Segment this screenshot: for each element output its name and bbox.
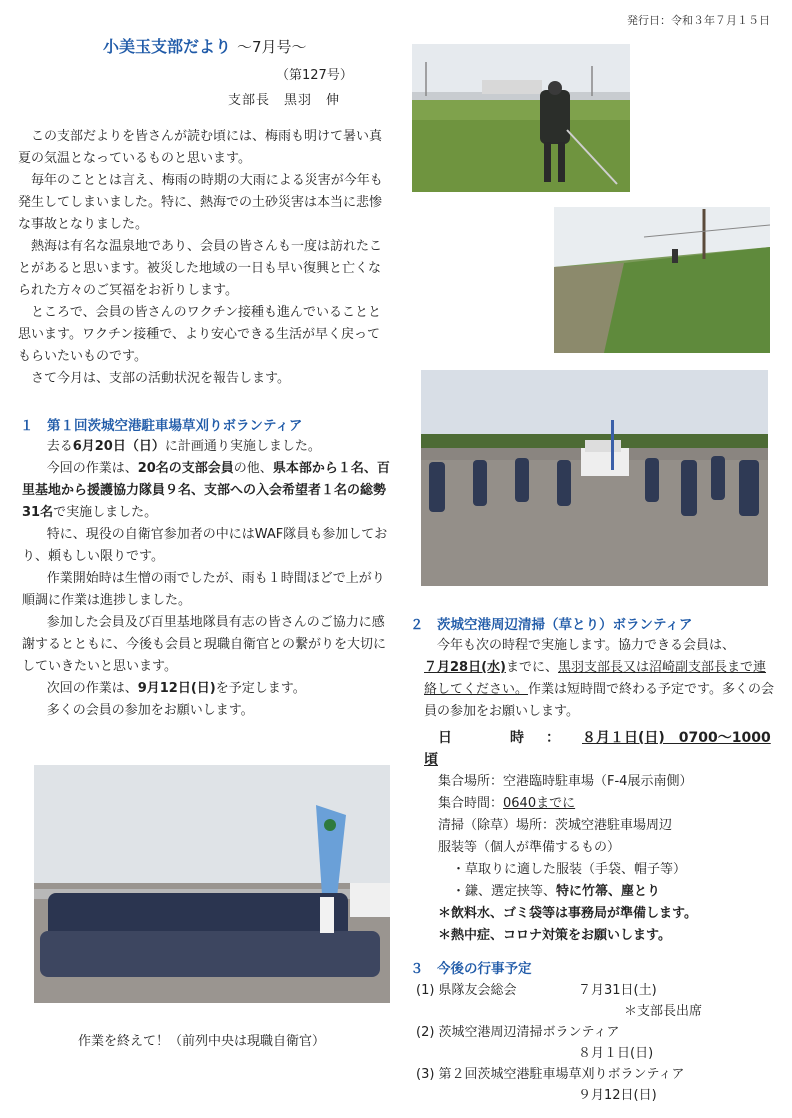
intro-paragraph: 熱海は有名な温泉地であり、会員の皆さんも一度は訪れたことがあると思います。被災した地域の一日も早い復興と亡くなられた方々のご冥福をお祈りします。 bbox=[18, 239, 383, 298]
s2-meet-time-label: 集合時間： bbox=[438, 796, 504, 811]
s2-item bbox=[424, 881, 774, 903]
s2-text: までに、 bbox=[505, 660, 558, 675]
group-photo-caption: 作業を終えて！（前列中央は現職自衛官） bbox=[78, 1034, 326, 1049]
s2-area: 清掃（除草）場所：茨城空港駐車場周辺 bbox=[438, 818, 673, 833]
s1-text: で実施しました。 bbox=[53, 505, 158, 520]
s2-text: ・鎌、選定挟等、 bbox=[452, 884, 557, 899]
author-line bbox=[228, 89, 340, 108]
event-row bbox=[416, 980, 776, 1001]
title-text: 小美玉支部だより bbox=[103, 37, 232, 56]
section2-heading: ２ 茨城空港周辺清掃（草とり）ボランティア bbox=[410, 617, 693, 633]
intro-paragraph: この支部だよりを皆さんが読む頃には、梅雨も明けて暑い真夏の気温となっているものと思います。 bbox=[18, 129, 383, 166]
s2-meet-time bbox=[424, 793, 774, 815]
s1-paragraph: 参加した会員及び百里基地隊員有志の皆さんのご協力に感謝するとともに、今後も会員と現職自衛官との繋がりを大切にしていきたいと思います。 bbox=[22, 615, 387, 674]
s2-attire: 服装等（個人が準備するもの） bbox=[438, 840, 621, 855]
s1-text: を予定します。 bbox=[215, 681, 306, 696]
s1-text: 今回の作業は、 bbox=[46, 461, 138, 476]
event-name: (1) 県隊友会総会 bbox=[416, 983, 517, 998]
s2-contact: 黒羽支部長又は沼崎副支部長まで連絡してください。 bbox=[424, 660, 767, 697]
s1-bold: 県本部から１名、百里基地から援護協力隊員９名、支部への入会希望者１名の総勢31名 bbox=[22, 461, 390, 520]
event-date-row bbox=[416, 1085, 776, 1106]
intro-paragraph: さて今月は、支部の活動状況を報告します。 bbox=[31, 371, 290, 386]
s1-paragraph bbox=[22, 436, 394, 458]
photo-work-group bbox=[421, 370, 768, 586]
s1-bold: 20名の支部会員 bbox=[137, 461, 234, 476]
s1-paragraph bbox=[22, 678, 394, 700]
s2-note: ＊飲料水、ゴミ袋等は事務局が準備します。 bbox=[438, 906, 697, 921]
author-role: 支部長 bbox=[228, 93, 271, 108]
issue-number: （第127号） bbox=[276, 68, 353, 83]
s2-text: 作業は短時間で終わる予定です。多くの会員の参加をお願いします。 bbox=[424, 682, 774, 719]
photo-mowing bbox=[412, 44, 630, 192]
event-date: ７月31日(土) bbox=[578, 983, 657, 998]
section1-heading: １ 第１回茨城空港駐車場草刈りボランティア bbox=[20, 418, 303, 434]
s1-paragraph: 多くの会員の参加をお願いします。 bbox=[46, 703, 254, 718]
event-date: ９月12日(日) bbox=[578, 1088, 657, 1103]
section3-heading: ３ 今後の行事予定 bbox=[410, 961, 532, 977]
s1-date: 6月20日（日） bbox=[72, 439, 165, 454]
s2-deadline: ７月28日(水) bbox=[424, 660, 506, 675]
s1-paragraph: 特に、現役の自衛官参加者の中にはWAF隊員も参加しており、頼もしい限りです。 bbox=[22, 527, 388, 564]
s2-item-bold: 特に竹箒、塵とり bbox=[556, 884, 661, 899]
event-date-row bbox=[416, 1043, 776, 1064]
event-name: (3) 第２回茨城空港駐車場草刈りボランティア bbox=[416, 1067, 685, 1082]
intro-paragraph: ところで、会員の皆さんのワクチン接種も進んでいることと思います。ワクチン接種で、より安心できる生活が早く戻ってもらいたいものです。 bbox=[18, 305, 381, 364]
event-schedule bbox=[416, 980, 776, 1106]
newsletter-title bbox=[103, 34, 307, 57]
event-note-row bbox=[416, 1001, 776, 1022]
s1-text: 次回の作業は、 bbox=[46, 681, 138, 696]
photo-slope bbox=[554, 207, 770, 353]
s2-schedule-label: 日 時： bbox=[438, 730, 582, 746]
s2-schedule-value: ８月１日(日) 0700～1000頃 bbox=[424, 730, 771, 768]
s2-item: ・草取りに適した服装（手袋、帽子等） bbox=[452, 862, 687, 877]
event-date: ８月１日(日) bbox=[578, 1046, 654, 1061]
s2-paragraph bbox=[424, 657, 774, 723]
s2-paragraph: 今年も次の時程で実施します。協力できる会員は、 bbox=[437, 638, 735, 653]
section2-body bbox=[424, 635, 774, 947]
s1-paragraph: 作業開始時は生憎の雨でしたが、雨も１時間ほどで上がり順調に作業は進捗しました。 bbox=[22, 571, 385, 608]
intro-text bbox=[18, 126, 390, 390]
author-name: 黒羽 伸 bbox=[284, 93, 341, 108]
s2-schedule bbox=[424, 727, 774, 771]
s1-paragraph bbox=[22, 458, 394, 524]
s1-next-date: 9月12日(日) bbox=[137, 681, 216, 696]
event-row bbox=[416, 1022, 776, 1043]
event-name: (2) 茨城空港周辺清掃ボランティア bbox=[416, 1025, 620, 1040]
title-subtitle: ～7月号～ bbox=[237, 38, 307, 56]
issue-date: 発行日：令和３年７月１５日 bbox=[627, 14, 770, 27]
photo-group bbox=[34, 765, 390, 1003]
s2-meet-place: 集合場所：空港臨時駐車場（F-4展示南側） bbox=[438, 774, 693, 789]
s1-text: 去る bbox=[46, 439, 73, 454]
event-row bbox=[416, 1064, 776, 1085]
s2-note: ＊熱中症、コロナ対策をお願いします。 bbox=[438, 928, 671, 943]
s1-text: の他、 bbox=[233, 461, 273, 476]
s1-text: に計画通り実施しました。 bbox=[164, 439, 321, 454]
s2-meet-time-value: 0640までに bbox=[503, 796, 576, 811]
intro-paragraph: 毎年のこととは言え、梅雨の時期の大雨による災害が今年も発生してしまいました。特に、熱海での土砂災害は本当に悲惨な事故となりました。 bbox=[18, 173, 383, 232]
section1-body bbox=[22, 436, 394, 722]
event-note: ＊支部長出席 bbox=[624, 1004, 703, 1019]
